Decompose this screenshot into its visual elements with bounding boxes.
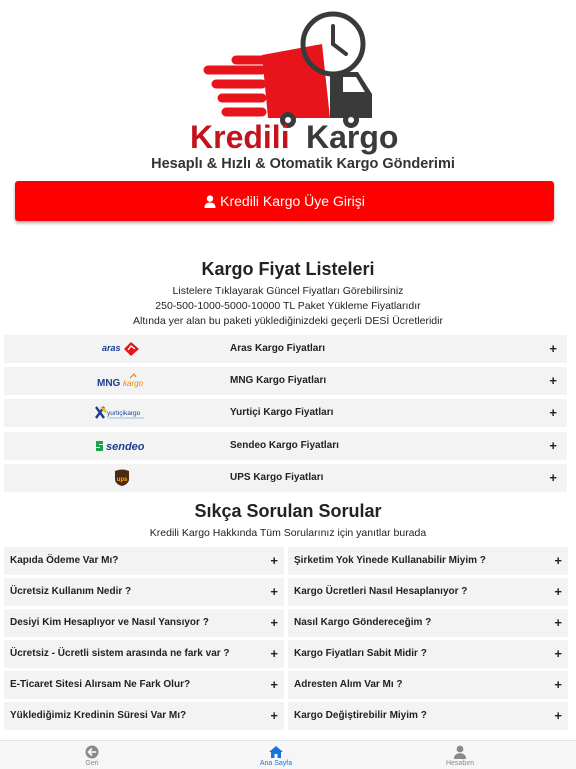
faq-question: Kapıda Ödeme Var Mı? [10,555,119,566]
yurtici-logo [92,403,152,423]
carrier-row-aras[interactable] [4,335,567,363]
faq-item[interactable] [4,609,284,637]
faq-item[interactable] [4,702,284,730]
speed-lines [208,60,272,112]
expand-icon: + [554,708,562,723]
aras-logo [92,339,152,359]
faq-question: Ücretsiz Kullanım Nedir ? [10,586,132,597]
user-icon [453,745,467,759]
faq-item[interactable] [288,609,568,637]
sendeo-logo [92,436,152,456]
ups-logo [92,468,152,488]
svg-text:sendeo: sendeo [106,441,145,453]
carrier-label-sendeo: Sendeo Kargo Fiyatları [230,440,339,451]
expand-icon: + [554,553,562,568]
truck-icon [262,44,372,128]
tab-back-label: Geri [85,760,99,767]
member-login-label: Kredili Kargo Üye Girişi [220,193,365,209]
svg-text:aras: aras [102,343,121,353]
tab-back[interactable] [52,743,132,769]
faq-question: Kargo Değiştirebilir Miyim ? [294,710,427,721]
expand-icon: + [554,584,562,599]
faq-question: Adresten Alım Var Mı ? [294,679,403,690]
clock-icon [303,14,363,74]
expand-icon: + [270,553,278,568]
bottom-tab-bar [0,740,576,769]
member-login-button[interactable] [15,181,554,221]
faq-item[interactable] [288,578,568,606]
faq-item[interactable] [4,640,284,668]
home-icon [268,745,284,759]
expand-icon: + [549,438,557,453]
expand-icon: + [554,615,562,630]
tab-account-label: Hesabım [445,760,474,767]
faq-question: Desiyi Kim Hesaplıyor ve Nasıl Yansıyor ? [10,617,209,628]
faq-item[interactable] [4,547,284,575]
faq-item[interactable] [288,671,568,699]
user-icon [204,195,216,208]
brand-name-part2: Kargo [306,119,399,155]
tab-home[interactable] [236,743,316,769]
carrier-row-mng[interactable] [4,367,567,395]
expand-icon: + [549,405,557,420]
faq-item[interactable] [4,578,284,606]
faq-item[interactable] [288,547,568,575]
price-desc-line-2: 250-500-1000-5000-10000 TL Paket Yükleme Fiyatlarıdır [155,300,421,312]
expand-icon: + [270,615,278,630]
expand-icon: + [549,341,557,356]
svg-text:ups: ups [116,477,128,483]
brand-name-part1: Kredili [190,119,290,155]
expand-icon: + [554,677,562,692]
price-desc-line-3: Altında yer alan bu paketi yüklediğinizdeki geçerli DESİ Ücretleridir [133,315,443,327]
kredili-kargo-logo [0,0,576,178]
carrier-label-aras: Aras Kargo Fiyatları [230,343,326,354]
faq-item[interactable] [4,671,284,699]
svg-text:yurtiçikargo: yurtiçikargo [107,410,141,417]
faq-item[interactable] [288,640,568,668]
expand-icon: + [549,470,557,485]
tab-account[interactable] [420,743,500,769]
mng-logo [92,371,152,391]
brand-tagline: Hesaplı & Hızlı & Otomatik Kargo Gönderimi [151,156,455,172]
carrier-label-yurtici: Yurtiçi Kargo Fiyatları [230,407,334,418]
faq-question: E-Ticaret Sitesi Alırsam Ne Fark Olur? [10,679,191,690]
expand-icon: + [270,584,278,599]
expand-icon: + [270,677,278,692]
faq-question: Şirketim Yok Yinede Kullanabilir Miyim ? [294,555,486,566]
faq-question: Yüklediğimiz Kredinin Süresi Var Mı? [10,710,187,721]
svg-text:MNG: MNG [97,378,121,389]
carrier-row-ups[interactable] [4,464,567,492]
tab-home-label: Ana Sayfa [259,760,293,767]
price-lists-title: Kargo Fiyat Listeleri [201,259,375,279]
faq-question: Nasıl Kargo Göndereceğim ? [294,617,432,628]
faq-question: Kargo Ücretleri Nasıl Hesaplanıyor ? [294,586,468,597]
faq-question: Kargo Fiyatları Sabit Midir ? [294,648,427,659]
faq-item[interactable] [288,702,568,730]
expand-icon: + [549,373,557,388]
price-desc-line-1: Listelere Tıklayarak Güncel Fiyatları Görebilirsiniz [172,285,404,297]
expand-icon: + [554,646,562,661]
expand-icon: + [270,708,278,723]
back-arrow-icon [85,745,99,759]
carrier-label-mng: MNG Kargo Fiyatları [230,375,327,386]
carrier-label-ups: UPS Kargo Fiyatları [230,472,324,483]
carrier-row-sendeo[interactable] [4,432,567,460]
carrier-row-yurtici[interactable] [4,399,567,427]
faq-title: Sıkça Sorulan Sorular [194,501,382,521]
faq-question: Ücretsiz - Ücretli sistem arasında ne fark var ? [10,648,230,659]
faq-subtitle: Kredili Kargo Hakkında Tüm Sorularınız için yanıtlar burada [149,527,427,539]
expand-icon: + [270,646,278,661]
svg-text:kargo: kargo [123,379,144,388]
